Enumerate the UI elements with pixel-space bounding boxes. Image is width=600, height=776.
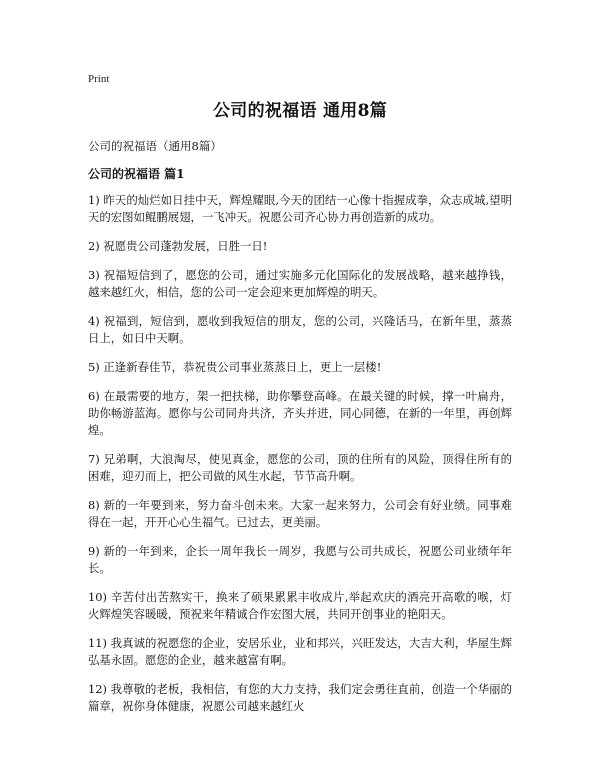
list-item: 7) 兄弟啊，大浪淘尽，使见真金，愿您的公司，顶的住所有的风险，顶得住所有的困难，迎刃而上，把公司做的风生水起，节节高升啊。: [88, 452, 512, 483]
document-title: 公司的祝福语 通用8篇: [212, 101, 388, 121]
list-item: 12) 我尊敬的老板，我相信，有您的大力支持，我们定会勇往直前，创造一个华丽的篇章，祝你身体健康，祝愿公司越来越红火: [88, 682, 512, 713]
list-item: 3) 祝福短信到了，愿您的公司，通过实施多元化国际化的发展战略，越来越挣钱，越来越红火，相信，您的公司一定会迎来更加辉煌的明天。: [88, 268, 512, 299]
list-item: 6) 在最需要的地方，架一把扶梯，助你攀登高峰。在最关键的时候，撑一叶扁舟，助你畅游蓝海。愿你与公司同舟共济，齐头并进，同心同德，在新的一年里，再创辉煌。: [88, 389, 512, 437]
list-item: 11) 我真诚的祝愿您的企业，安居乐业，业和邦兴，兴旺发达，大吉大利，华屋生辉 弘基永固。愿您的企业，越来越富有啊。: [88, 636, 512, 667]
list-item: 1) 昨天的灿烂如日挂中天，辉煌耀眼,今天的团结一心像十指握成拳，众志成城,望明天的宏图如鲲鹏展翅，一飞冲天。祝愿公司齐心协力再创造新的成功。: [88, 193, 512, 224]
list-item: 5) 正逢新春佳节，恭祝贵公司事业蒸蒸日上，更上一层楼!: [88, 360, 382, 374]
print-label: Print: [88, 73, 110, 85]
list-item: 8) 新的一年要到来，努力奋斗创未来。大家一起来努力，公司会有好业绩。同事难得在一起，开开心心生福气。已过去，更美丽。: [88, 498, 512, 529]
section-heading: 公司的祝福语 篇1: [88, 167, 185, 181]
list-item: 10) 辛苦付出苦熬实干，换来了硕果累累丰收成片,举起欢庆的酒亮开高歌的喉，灯火辉煌笑容暖暖，预祝来年精诚合作宏图大展，共同开创事业的艳阳天。: [88, 590, 512, 621]
list-item: 9) 新的一年到来，企长一周年我长一周岁，我愿与公司共成长，祝愿公司业绩年年长。: [88, 544, 512, 575]
document-subtitle: 公司的祝福语（通用8篇）: [88, 139, 222, 153]
blessing-list: [88, 192, 512, 715]
list-item: 2) 祝愿贵公司蓬勃发展，日胜一日!: [88, 239, 268, 253]
list-item: 4) 祝福到，短信到，愿收到我短信的朋友，您的公司，兴隆话马，在新年里，蒸蒸日上，如日中天啊。: [88, 314, 512, 345]
